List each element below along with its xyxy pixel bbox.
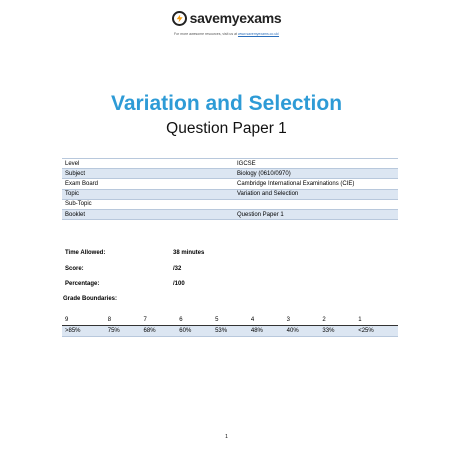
tagline [0, 32, 453, 36]
info-row [62, 169, 398, 179]
stat-label: Percentage: [65, 281, 100, 287]
tagline-text: For more awesome resources, visit us at [173, 31, 237, 36]
stat-label: Time Allowed: [65, 250, 106, 256]
info-key: Level [62, 159, 234, 169]
grade-cell: 3 [284, 315, 320, 326]
grade-cell: 6 [176, 315, 212, 326]
stat-percentage [65, 281, 204, 297]
percent-cell: 75% [105, 326, 141, 337]
percent-cell: 40% [284, 326, 320, 337]
info-row [62, 159, 398, 169]
percent-cell: 33% [319, 326, 355, 337]
grade-cell: 7 [141, 315, 177, 326]
tagline-link[interactable]: www.savemyexams.co.uk/ [237, 31, 280, 36]
stats-block [65, 250, 204, 297]
info-value: IGCSE [234, 159, 398, 169]
info-row [62, 199, 398, 209]
info-row [62, 179, 398, 189]
percent-cell: <25% [355, 326, 398, 337]
stat-value: /32 [173, 265, 182, 272]
grade-cell: 5 [212, 315, 248, 326]
percent-cell: 53% [212, 326, 248, 337]
grade-cell: 2 [319, 315, 355, 326]
info-table [62, 158, 398, 220]
info-value: Question Paper 1 [234, 209, 398, 219]
info-key: Topic [62, 189, 234, 199]
grade-cell: 8 [105, 315, 141, 326]
grade-cell: 1 [355, 315, 398, 326]
stat-value: /100 [173, 281, 185, 287]
info-key: Sub-Topic [62, 199, 234, 209]
grade-cell: 9 [62, 315, 105, 326]
info-row [62, 189, 398, 199]
info-value: Biology (0610/0970) [234, 169, 398, 179]
logo-text: savemyexams [189, 10, 282, 26]
info-value: Cambridge International Examinations (CIE) [234, 179, 398, 189]
stat-label: Score: [65, 265, 84, 272]
stat-value: 38 minutes [173, 250, 205, 256]
stat-time [65, 250, 204, 266]
percents-row [62, 326, 398, 337]
info-row [62, 209, 398, 219]
grades-row [62, 315, 398, 326]
percent-cell: 60% [176, 326, 212, 337]
logo [0, 10, 453, 36]
info-value [234, 199, 398, 209]
page-number: 1 [225, 434, 228, 440]
grade-boundaries-label: Grade Boundaries: [63, 296, 118, 302]
grade-boundaries-table [62, 315, 398, 337]
percent-cell: 68% [141, 326, 177, 337]
info-key: Subject [62, 169, 234, 179]
page-title: Variation and Selection [110, 92, 343, 115]
stat-score [65, 266, 204, 282]
page-subtitle: Question Paper 1 [166, 120, 287, 137]
percent-cell: >85% [62, 326, 105, 337]
lightning-bolt-icon [172, 11, 187, 26]
percent-cell: 48% [248, 326, 284, 337]
info-key: Exam Board [62, 179, 234, 189]
info-key: Booklet [62, 209, 234, 219]
grade-cell: 4 [248, 315, 284, 326]
info-value: Variation and Selection [234, 189, 398, 199]
